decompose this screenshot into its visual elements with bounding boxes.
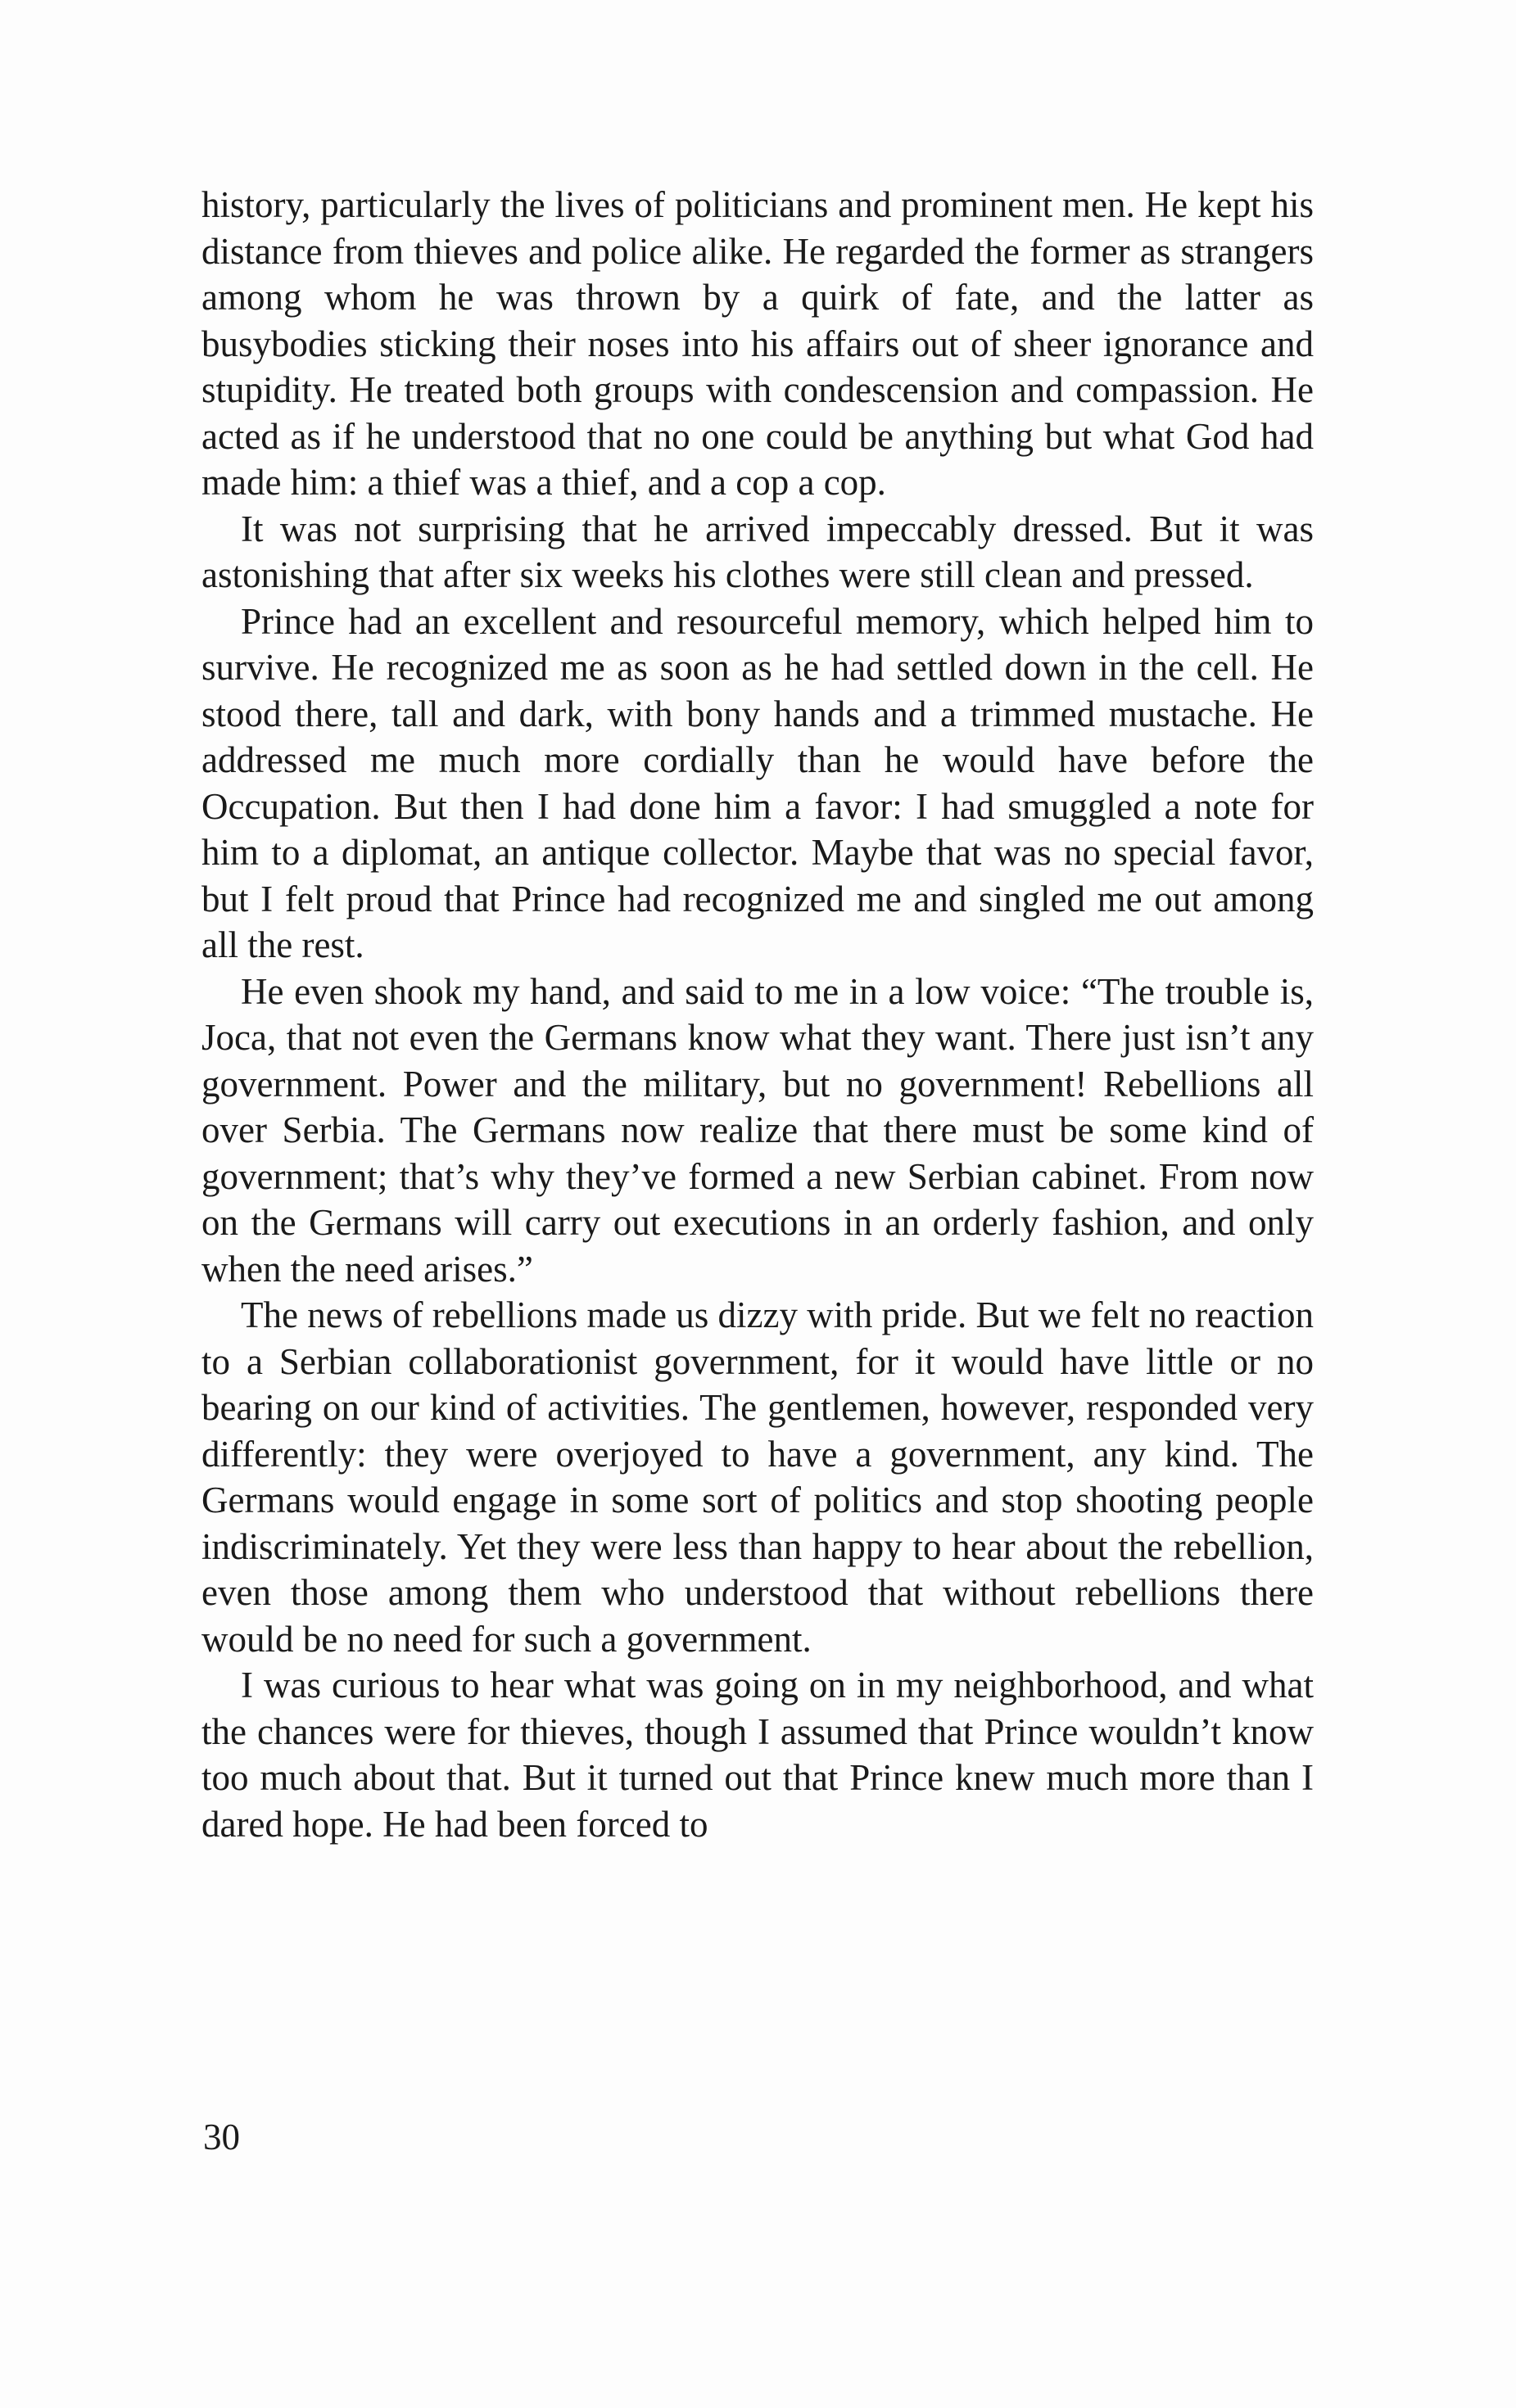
paragraph-1: history, particularly the lives of politicians and prominent men. He kept his distance from thieves and police alike. He regarded the former as strangers among whom he was thrown by a quirk of fate, and the latter as busybodies sticking their noses into his affairs out of sheer ignorance and stupidity. He treated both groups with condescension and compassion. He acted as if he understood that no one could be anything but what God had made him: a thief was a thief, and a cop a cop. [201,184,1314,503]
paragraph-4: He even shook my hand, and said to me in a low voice: “The trouble is, Joca, that not even the Germans know what they want. There just isn’t any government. Power and the military, but no government! Rebellions all over Serbia. The Germans now realize that there must be some kind of government; that’s why they’ve formed a new Serbian cabinet. From now on the Germans will carry out executions in an orderly fashion, and only when the need arises.” [201,970,1314,1290]
body-text [201,182,1314,1847]
paragraph-6: I was curious to hear what was going on in my neighborhood, and what the chances were for thieves, though I assumed that Prince wouldn’t know too much about that. But it turned out that Prince knew much more than I dared hope. He had been forced to [201,1665,1314,1845]
page-number: 30 [203,2117,240,2157]
paragraph-5: The news of rebellions made us dizzy with pride. But we felt no reaction to a Serbian collaborationist government, for it would have little or no bearing on our kind of activities. The gentlemen, however, responded very differently: they were overjoyed to have a government, any kind. The Germans would engage in some sort of politics and stop shooting people indiscriminately. Yet they were less than happy to hear about the rebellion, even those among them who understood that without rebellions there would be no need for such a government. [201,1294,1314,1660]
paragraph-2: It was not surprising that he arrived impeccably dressed. But it was astonishing that after six weeks his clothes were still clean and pressed. [201,508,1314,595]
paragraph-3: Prince had an excellent and resourceful memory, which helped him to survive. He recognized me as soon as he had settled down in the cell. He stood there, tall and dark, with bony hands and a trimmed mustache. He addressed me much more cordially than he would have before the Occupation. But then I had done him a favor: I had smuggled a note for him to a diplomat, an antique collector. Maybe that was no special favor, but I felt proud that Prince had recognized me and singled me out among all the rest. [201,600,1314,965]
